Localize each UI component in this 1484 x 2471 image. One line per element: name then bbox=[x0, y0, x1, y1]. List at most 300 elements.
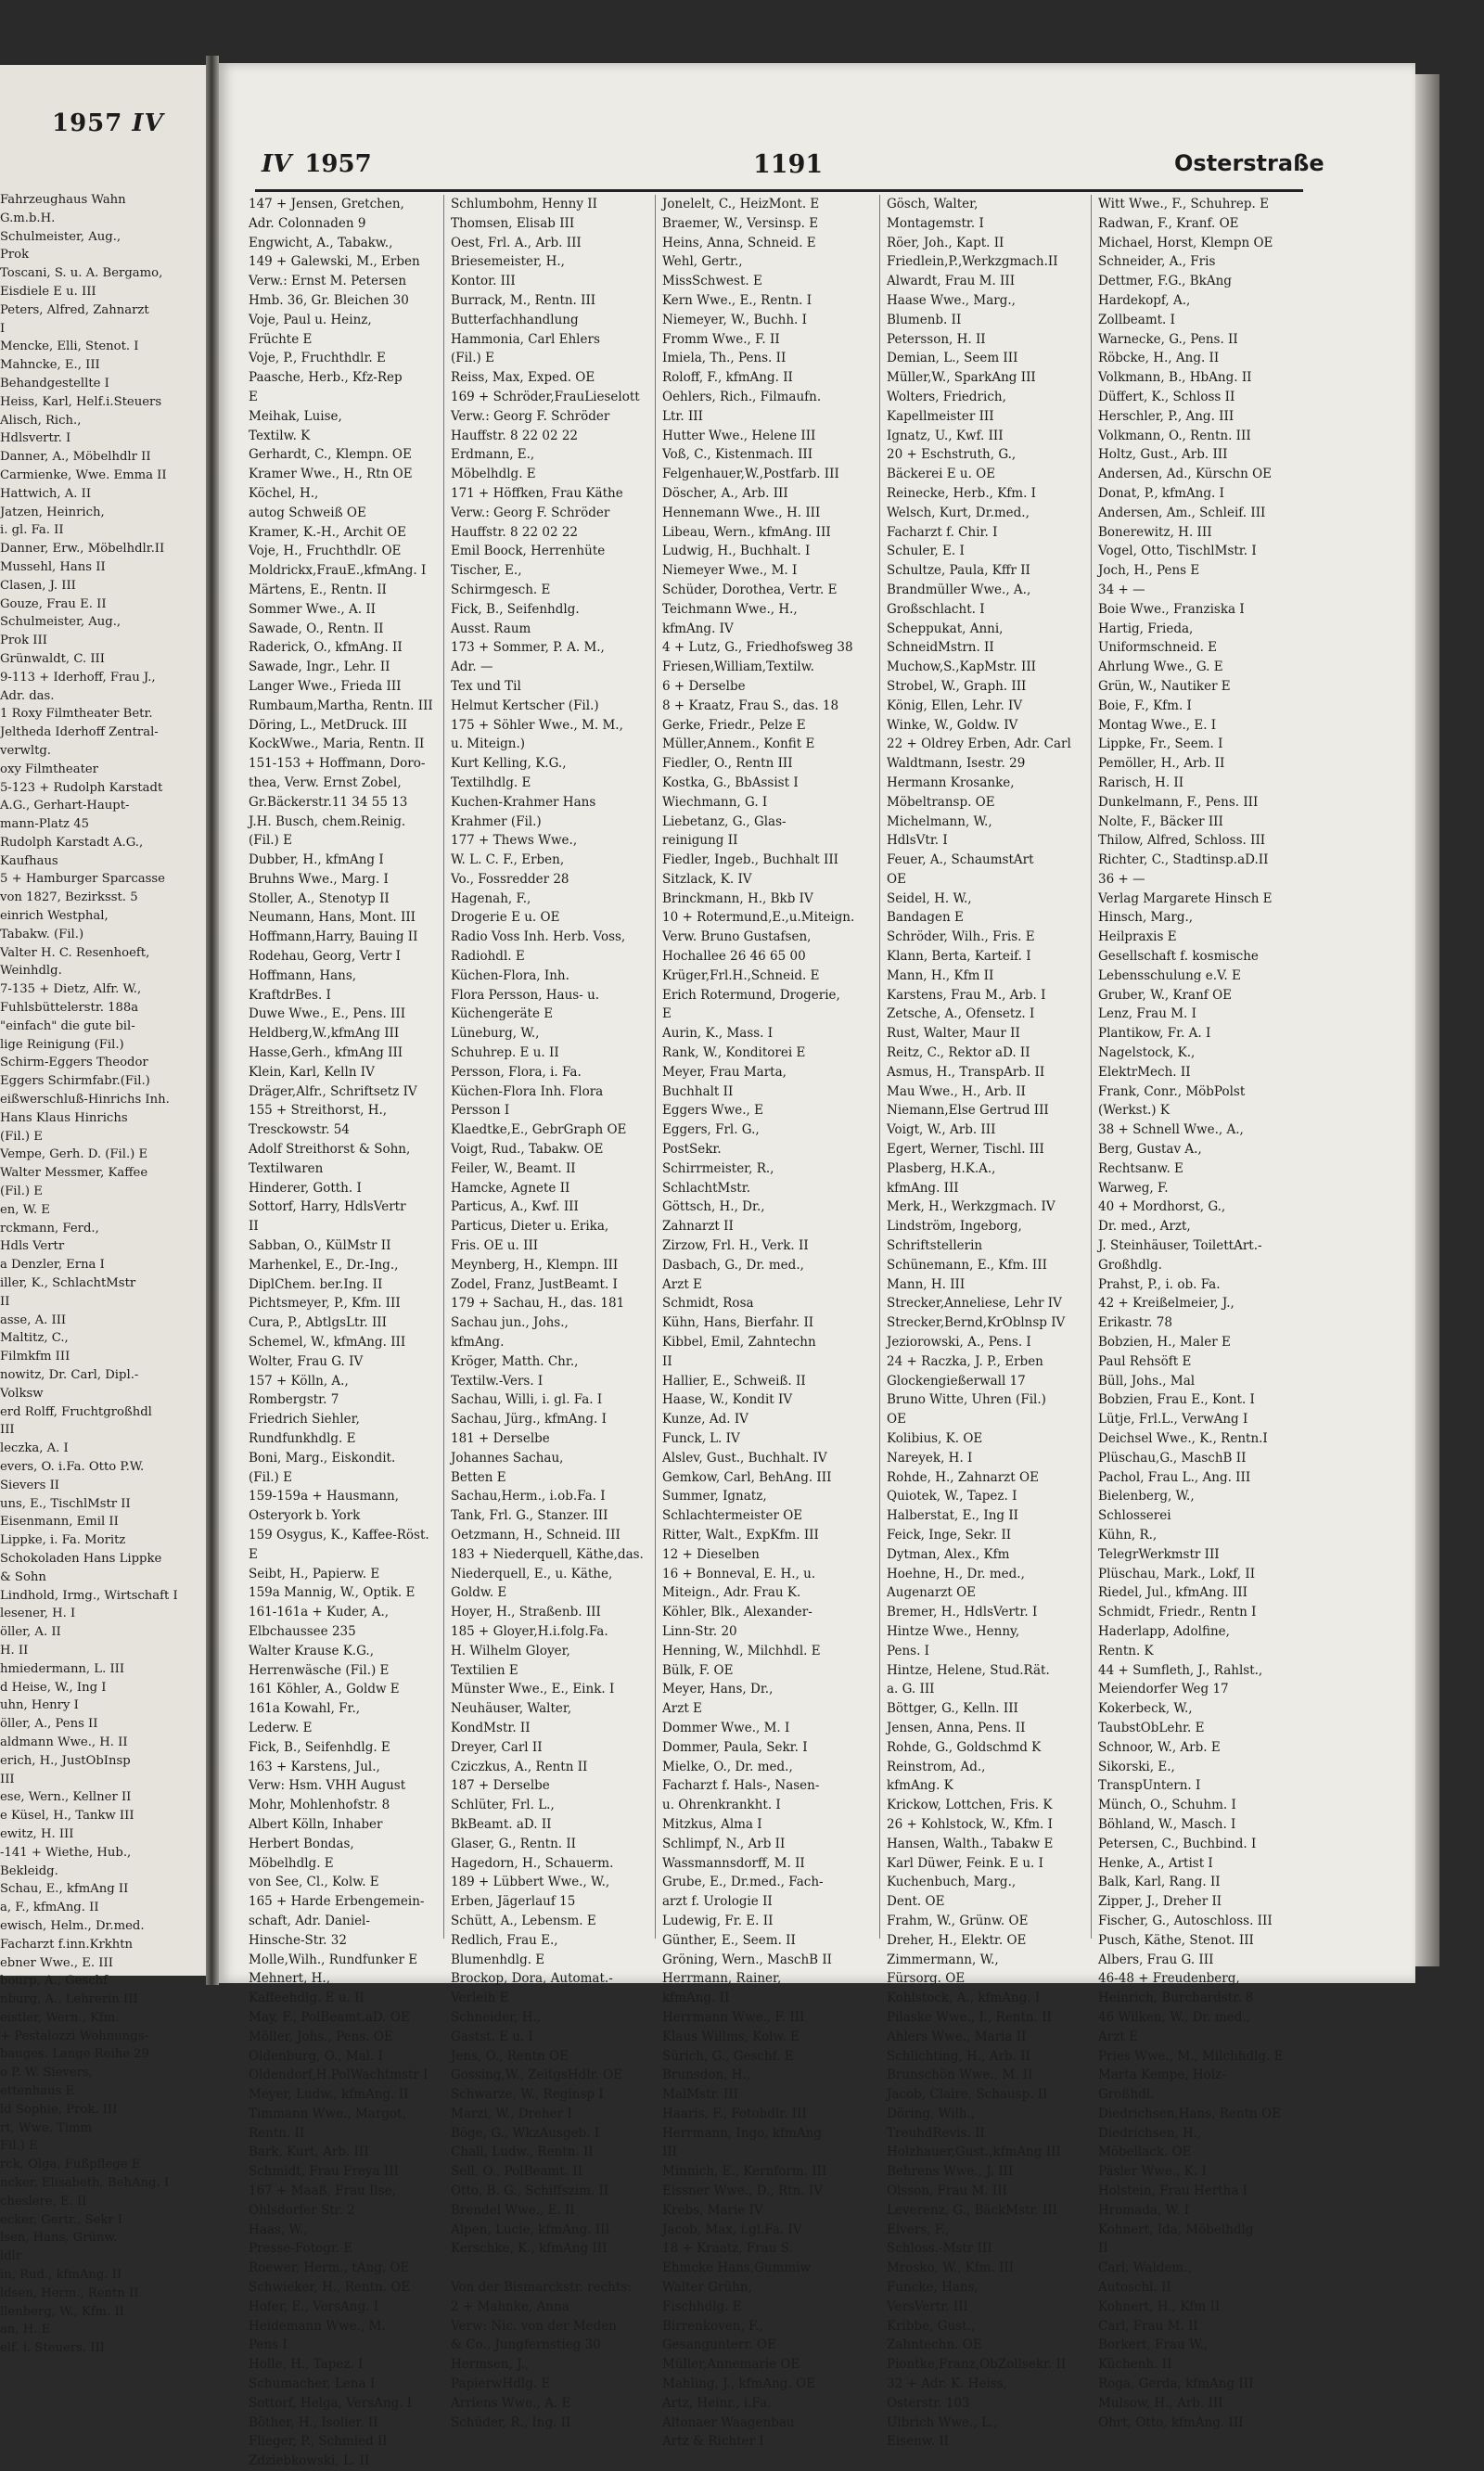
directory-entry: Karl Düwer, Feink. E u. I bbox=[887, 1855, 1043, 1871]
directory-entry: 26 + Kohlstock, W., Kfm. I bbox=[887, 1816, 1053, 1832]
directory-entry: Sikorski, E., bbox=[1098, 1759, 1175, 1774]
directory-entry: MalMstr. III bbox=[662, 2087, 738, 2103]
directory-entry: Richter, C., Stadtinsp.aD.II bbox=[1098, 852, 1269, 868]
directory-entry: Meiendorfer Weg 17 bbox=[1098, 1682, 1229, 1697]
directory-entry: Neumann, Hans, Mont. III bbox=[249, 910, 416, 926]
directory-entry: 149 + Galewski, M., Erben bbox=[249, 254, 420, 270]
directory-entry: 34 + — bbox=[1098, 582, 1145, 597]
directory-entry: 6 + Derselbe bbox=[662, 678, 746, 694]
left-listing-line: Danner, A., Möbelhdlr II bbox=[0, 450, 151, 465]
directory-entry: Gossing,W., ZeitgsHdlr. OE bbox=[451, 2068, 622, 2083]
directory-entry: Verw. Bruno Gustafsen, bbox=[662, 929, 812, 945]
directory-entry: Mohr, Mohlenhofstr. 8 bbox=[249, 1798, 390, 1813]
left-listing-line: ncker, Elisabeth, BehAng. I bbox=[0, 2176, 170, 2191]
directory-entry: 179 + Sachau, H., das. 181 bbox=[451, 1296, 625, 1312]
directory-entry: Gösch, Walter, bbox=[887, 197, 979, 211]
left-listing-line: erd Rolff, Fruchtgroßhdl bbox=[0, 1404, 152, 1419]
directory-entry: Persson I bbox=[451, 1103, 510, 1119]
directory-entry: Linn-Str. 20 bbox=[662, 1623, 737, 1639]
directory-entry: Ludewig, Fr. E. II bbox=[662, 1913, 774, 1928]
left-listing-line: Prok III bbox=[0, 634, 47, 648]
directory-entry: Röer, Joh., Kapt. II bbox=[887, 235, 1004, 250]
directory-entry: Deichsel Wwe., K., Rentn.I bbox=[1098, 1431, 1268, 1446]
directory-entry: Hmb. 36, Gr. Bleichen 30 bbox=[249, 292, 409, 308]
directory-entry: Schmidt, Frau Freya III bbox=[249, 2164, 399, 2180]
directory-entry: Seibt, H., Papierw. E bbox=[249, 1566, 380, 1581]
directory-entry: Dytman, Alex., Kfm bbox=[887, 1546, 1010, 1562]
directory-entry: Fick, B., Seifenhdlg. bbox=[451, 601, 580, 617]
directory-entry: Pemöller, H., Arb. II bbox=[1098, 756, 1225, 772]
directory-entry: Henning, W., Milchhdl. E bbox=[662, 1643, 821, 1658]
directory-entry: Briesemeister, H., bbox=[451, 254, 565, 270]
directory-entry: Helmut Kertscher (Fil.) bbox=[451, 698, 599, 713]
directory-entry: Schüder, Dorothea, Vertr. E bbox=[662, 582, 838, 597]
column-divider bbox=[1091, 195, 1092, 1939]
directory-entry: Walter Grühn, bbox=[662, 2280, 752, 2296]
directory-entry: Eggers, Frl. G., bbox=[662, 1122, 760, 1138]
directory-entry: Gr.Bäckerstr.11 34 55 13 bbox=[249, 794, 408, 810]
directory-entry: Verleih E bbox=[451, 1991, 509, 2006]
directory-entry: Drogerie E u. OE bbox=[451, 910, 560, 926]
directory-entry: Schwarze, W., Reginsp I bbox=[451, 2087, 604, 2103]
directory-entry: (Fil.) E bbox=[249, 1469, 292, 1485]
directory-entry: Betten E bbox=[451, 1469, 506, 1485]
directory-entry: & Co., Jungfernstieg 30 bbox=[451, 2337, 601, 2353]
directory-entry: Hoyer, H., Straßenb. III bbox=[451, 1605, 601, 1620]
directory-entry: Riedel, Jul., kfmAng. III bbox=[1098, 1585, 1247, 1601]
directory-entry: Herschler, P., Ang. III bbox=[1098, 408, 1235, 424]
directory-entry: 46-48 + Freudenberg, bbox=[1098, 1971, 1240, 1987]
directory-entry: Müller,W., SparkAng III bbox=[887, 370, 1036, 386]
directory-entry: Langer Wwe., Frieda III bbox=[249, 678, 402, 694]
directory-entry: Schirmgesch. E bbox=[451, 582, 551, 597]
directory-column-1 bbox=[249, 195, 460, 2471]
directory-entry: Münch, O., Schuhm. I bbox=[1098, 1798, 1236, 1813]
directory-entry: Lippke, Fr., Seem. I bbox=[1098, 736, 1223, 752]
directory-entry: Particus, Dieter u. Erika, bbox=[451, 1219, 609, 1235]
directory-entry: Felgenhauer,W.,Postfarb. III bbox=[662, 467, 839, 482]
directory-entry: May, F., PolBeamt.aD. OE bbox=[249, 2009, 410, 2025]
directory-entry: VersVertr. III bbox=[887, 2298, 968, 2314]
directory-entry: Birrenkoven, F., bbox=[662, 2318, 763, 2334]
directory-entry: Ehmcke Hans,Gummiw bbox=[662, 2260, 812, 2276]
directory-entry: Hallier, E., Schweiß. II bbox=[662, 1373, 806, 1389]
directory-entry: Prahst, P., i. ob. Fa. bbox=[1098, 1276, 1221, 1292]
directory-entry: Osteryork b. York bbox=[249, 1508, 361, 1524]
left-listing-line: Schulmeister, Aug., bbox=[0, 229, 122, 244]
directory-entry: Schirrmeister, R., bbox=[662, 1160, 774, 1176]
directory-entry: Niemeyer Wwe., M. I bbox=[662, 563, 798, 579]
directory-entry: TaubstObLehr. E bbox=[1098, 1720, 1205, 1735]
directory-entry: Jens, O., Rentn OE bbox=[451, 2048, 569, 2064]
directory-entry: Hromada, W. I bbox=[1098, 2202, 1189, 2218]
left-listing-line: erich, H., JustObInsp bbox=[0, 1753, 131, 1768]
directory-entry: Witt Wwe., F., Schuhrep. E bbox=[1098, 197, 1269, 211]
directory-entry: Tex und Til bbox=[451, 678, 521, 694]
directory-entry: Haase, W., Kondit IV bbox=[662, 1392, 793, 1408]
directory-entry: Textilw. K bbox=[249, 428, 311, 443]
directory-entry: Meyer, Hans, Dr., bbox=[662, 1682, 774, 1697]
directory-entry: Molle,Wilh., Rundfunker E bbox=[249, 1952, 418, 1967]
directory-entry: Schlachtermeister OE bbox=[662, 1508, 803, 1524]
directory-entry: Thomsen, Elisab III bbox=[451, 215, 575, 231]
directory-entry: Hinsch, Marg., bbox=[1098, 910, 1194, 926]
left-listing-line: (Fil.) E bbox=[0, 1184, 43, 1199]
directory-entry: OE bbox=[887, 871, 906, 887]
directory-entry: E bbox=[249, 1546, 258, 1562]
directory-entry: Warnecke, G., Pens. II bbox=[1098, 331, 1238, 347]
directory-entry: Volkmann, B., HbAng. II bbox=[1098, 370, 1252, 386]
directory-entry: II bbox=[249, 1219, 259, 1235]
left-listing-line: asse, A. III bbox=[0, 1312, 67, 1327]
directory-entry: Hammonia, Carl Ehlers bbox=[451, 331, 600, 347]
directory-entry: E bbox=[662, 1006, 672, 1022]
directory-entry: Frank, Conr., MöbPolst bbox=[1098, 1083, 1246, 1099]
left-listing-line: Hattwich, A. II bbox=[0, 486, 92, 501]
directory-entry: Moldrickx,FrauE.,kfmAng. I bbox=[249, 563, 427, 579]
directory-entry: Heidemann Wwe., M. bbox=[249, 2318, 386, 2334]
directory-entry: Schlimpf, N., Arb II bbox=[662, 1836, 786, 1851]
directory-entry: Holzhauer,Gust.,kfmAng III bbox=[887, 2145, 1061, 2160]
left-listing-line: e Küsel, H., Tankw III bbox=[0, 1809, 134, 1824]
directory-entry: Mann, H. III bbox=[887, 1276, 966, 1292]
directory-entry: Voß, C., Kistenmach. III bbox=[662, 447, 813, 463]
directory-entry: Neuhäuser, Walter, bbox=[451, 1701, 572, 1717]
directory-entry: Henke, A., Artist I bbox=[1098, 1855, 1213, 1871]
directory-entry: 16 + Bonneval, E. H., u. bbox=[662, 1566, 816, 1581]
directory-entry: Friedrich Siehler, bbox=[249, 1412, 360, 1428]
directory-entry: Holstein, Frau Hertha I bbox=[1098, 2183, 1248, 2199]
directory-entry: Walter Krause K.G., bbox=[249, 1643, 374, 1658]
left-listing-line: a Denzler, Erna I bbox=[0, 1258, 105, 1273]
directory-entry: Mehnert, H., bbox=[249, 1971, 331, 1987]
directory-entry: Dräger,Alfr., Schriftsetz IV bbox=[249, 1083, 417, 1099]
left-listing-line: (Fil.) E bbox=[0, 1129, 43, 1144]
directory-entry: Redlich, Frau E., bbox=[451, 1932, 558, 1948]
directory-entry: Zahnarzt II bbox=[662, 1219, 734, 1235]
directory-entry: Küchengeräte E bbox=[451, 1006, 554, 1022]
directory-entry: Andersen, Am., Schleif. III bbox=[1098, 505, 1266, 520]
directory-entry: Michelmann, W., bbox=[887, 813, 992, 829]
left-listing-line: Alisch, Rich., bbox=[0, 413, 82, 428]
left-listing-line: Tabakw. (Fil.) bbox=[0, 927, 84, 941]
left-listing-line: Schirm-Eggers Theodor bbox=[0, 1056, 148, 1070]
directory-entry: Müller,Annem., Konfit E bbox=[662, 736, 815, 752]
left-page bbox=[0, 65, 206, 2356]
directory-entry: Schriftstellerin bbox=[887, 1238, 983, 1254]
book-gutter bbox=[206, 56, 219, 1985]
directory-entry: Voigt, Rud., Tabakw. OE bbox=[451, 1142, 604, 1158]
left-listing-line: Kaufhaus bbox=[0, 853, 58, 868]
directory-entry: Sottorf, Helga, VersAng. I bbox=[249, 2395, 413, 2411]
directory-entry: Eissner Wwe., D., Rtn. IV bbox=[662, 2183, 823, 2199]
left-listing-line: "einfach" die gute bil- bbox=[0, 1018, 135, 1033]
directory-entry: Vogel, Otto, TischlMstr. I bbox=[1098, 544, 1257, 559]
directory-entry: Olsson, Frau M. III bbox=[887, 2183, 1007, 2199]
directory-entry: Märtens, E., Rentn. II bbox=[249, 582, 387, 597]
directory-entry: Adr. — bbox=[451, 659, 493, 675]
directory-entry: Bandagen E bbox=[887, 910, 964, 926]
directory-entry: Voje, H., Fruchthdlr. OE bbox=[249, 544, 402, 559]
directory-entry: Schneider, H., bbox=[451, 2009, 542, 2025]
left-listing-line: bauges. Lange Reihe 29 bbox=[0, 2047, 149, 2062]
directory-entry: Verw: Nic. von der Meden bbox=[451, 2318, 617, 2334]
directory-entry: KockWwe., Maria, Rentn. II bbox=[249, 736, 425, 752]
directory-entry: Zdziebkowski, L. II bbox=[249, 2453, 370, 2469]
directory-entry: Roewer, Herm., tAng. OE bbox=[249, 2260, 410, 2276]
directory-entry: Hermann Krosanke, bbox=[887, 775, 1015, 790]
directory-entry: Schuler, E. I bbox=[887, 544, 965, 559]
left-listing-line: Clasen, J. III bbox=[0, 578, 76, 593]
directory-entry: Eisenw. II bbox=[887, 2434, 949, 2450]
directory-entry: arzt f. Urologie II bbox=[662, 1894, 773, 1910]
directory-column-3 bbox=[662, 195, 874, 2452]
directory-entry: Alpen, Lucie, kfmAng. III bbox=[451, 2221, 610, 2237]
left-listing-line: aldmann Wwe., H. II bbox=[0, 1735, 128, 1749]
directory-entry: Bülk, F. OE bbox=[662, 1662, 734, 1678]
directory-entry: Köchel, H., bbox=[249, 485, 319, 501]
directory-entry: autog Schweiß OE bbox=[249, 505, 366, 520]
directory-entry: Heilpraxis E bbox=[1098, 929, 1177, 945]
left-listing-line: Filmkfm III bbox=[0, 1350, 70, 1364]
directory-column-4 bbox=[887, 195, 1098, 2452]
directory-entry: Schultze, Paula, Kffr II bbox=[887, 563, 1030, 579]
directory-entry: Rohde, G., Goldschmd K bbox=[887, 1739, 1042, 1755]
directory-entry: Goldw. E bbox=[451, 1585, 507, 1601]
directory-entry: Seidel, H. W., bbox=[887, 890, 972, 906]
left-listing-line: A.G., Gerhart-Haupt- bbox=[0, 799, 130, 813]
directory-entry: Arzt E bbox=[662, 1276, 702, 1292]
directory-entry: Schloss.-Mstr III bbox=[887, 2241, 992, 2257]
left-listing-line: öller, A. II bbox=[0, 1625, 61, 1640]
directory-entry: Gruber, W., Kranf OE bbox=[1098, 987, 1232, 1003]
directory-entry: Kohlstock, A., kfmAng. I bbox=[887, 1991, 1041, 2006]
directory-entry: Hansen, Walth., Tabakw E bbox=[887, 1836, 1054, 1851]
directory-entry: TranspUntern. I bbox=[1098, 1778, 1201, 1794]
directory-entry: Hintze Wwe., Henny, bbox=[887, 1623, 1020, 1639]
directory-entry: Gemkow, Carl, BehAng. III bbox=[662, 1469, 832, 1485]
directory-entry: Quiotek, W., Tapez. I bbox=[887, 1489, 1017, 1504]
directory-entry: Sottorf, Harry, HdlsVertr bbox=[249, 1199, 406, 1215]
directory-entry: Albers, Frau G. III bbox=[1098, 1952, 1214, 1967]
directory-entry: Dreyer, Carl II bbox=[451, 1739, 543, 1755]
left-listing-line: Grünwaldt, C. III bbox=[0, 651, 105, 666]
directory-entry: Stoller, A., Stenotyp II bbox=[249, 890, 390, 906]
directory-entry: Brinckmann, H., Bkb IV bbox=[662, 890, 813, 906]
directory-entry: J. Steinhäuser, ToilettArt.- bbox=[1098, 1238, 1262, 1254]
directory-entry: Kramer, K.-H., Archit OE bbox=[249, 524, 406, 540]
directory-entry: Hofer, E., VersAng. I bbox=[249, 2298, 379, 2314]
directory-entry: Vo., Fossredder 28 bbox=[451, 871, 569, 887]
directory-entry: Oetzmann, H., Schneid. III bbox=[451, 1527, 620, 1543]
directory-entry: Kuchenbuch, Marg., bbox=[887, 1875, 1017, 1890]
directory-entry: Frahm, W., Grünw. OE bbox=[887, 1913, 1029, 1928]
directory-entry: Joch, H., Pens E bbox=[1098, 563, 1200, 579]
directory-entry: Kaffeehdlg. E u. II bbox=[249, 1991, 365, 2006]
left-listing-line: Valter H. C. Resenhoeft, bbox=[0, 945, 150, 960]
directory-entry: Feick, Inge, Sekr. II bbox=[887, 1527, 1012, 1543]
directory-entry: Radwan, F., Kranf. OE bbox=[1098, 215, 1239, 231]
left-listing-line: Walter Messmer, Kaffee bbox=[0, 1166, 148, 1181]
page-number: 1191 bbox=[753, 150, 824, 179]
directory-entry: Wehl, Gertr., bbox=[662, 254, 743, 270]
directory-entry: Paul Rehsöft E bbox=[1098, 1353, 1192, 1369]
directory-entry: Roloff, F., kfmAng. II bbox=[662, 370, 793, 386]
left-listing-line: Adr. das. bbox=[0, 688, 55, 703]
directory-entry: BkBeamt. aD. II bbox=[451, 1816, 552, 1832]
left-listing-line: i. gl. Fa. II bbox=[0, 523, 64, 538]
directory-entry: Böther, H., Isolier. II bbox=[249, 2414, 378, 2430]
left-listing-line: II bbox=[0, 1294, 10, 1309]
directory-entry: Zahntechn. OE bbox=[887, 2337, 982, 2353]
directory-entry: Möbellack. OE bbox=[1098, 2145, 1192, 2160]
directory-entry: Emil Boock, Herrenhüte bbox=[451, 544, 606, 559]
left-listing-line: 5 + Hamburger Sparcasse bbox=[0, 872, 165, 887]
directory-entry: Lütje, Frl.L., VerwAng I bbox=[1098, 1412, 1248, 1428]
directory-entry: Oldendorf,H.PolWachtmstr I bbox=[249, 2068, 429, 2083]
directory-entry: Duwe Wwe., E., Pens. III bbox=[249, 1006, 406, 1022]
directory-entry: Jensen, Anna, Pens. II bbox=[887, 1720, 1026, 1735]
directory-entry: Bruhns Wwe., Marg. I bbox=[249, 871, 389, 887]
directory-entry: Rarisch, H. II bbox=[1098, 775, 1184, 790]
directory-entry: Erikastr. 78 bbox=[1098, 1315, 1172, 1331]
directory-entry: Päsler Wwe., K. I bbox=[1098, 2164, 1207, 2180]
directory-entry: Schüder, R., Ing. II bbox=[451, 2414, 571, 2430]
directory-entry: Altonaer Waagenbau bbox=[662, 2414, 795, 2430]
directory-entry: 10 + Rotermund,E.,u.Miteign. bbox=[662, 910, 855, 926]
directory-entry: Plantikow, Fr. A. I bbox=[1098, 1026, 1211, 1042]
left-listing-line: von 1827, Bezirksst. 5 bbox=[0, 890, 138, 905]
directory-entry: Münster Wwe., E., Eink. I bbox=[451, 1682, 615, 1697]
directory-column-5 bbox=[1098, 195, 1310, 2432]
left-listing-line: Lindhold, Irmg., Wirtschaft I bbox=[0, 1588, 178, 1603]
directory-entry: Küchenh. II bbox=[1098, 2357, 1172, 2373]
directory-entry: kfmAng. II bbox=[662, 1991, 730, 2006]
directory-entry: Sachau jun., Johs., bbox=[451, 1315, 569, 1331]
directory-entry: Reitz, C., Rektor aD. II bbox=[887, 1045, 1030, 1061]
directory-entry: Sawade, O., Rentn. II bbox=[249, 621, 384, 636]
directory-entry: Heinrich, Burchardstr. 8 bbox=[1098, 1991, 1254, 2006]
directory-entry: Winke, W., Goldw. IV bbox=[887, 717, 1018, 733]
directory-entry: Schwieker, H., Rentn. OE bbox=[249, 2280, 411, 2296]
directory-entry: Mielke, O., Dr. med., bbox=[662, 1759, 793, 1774]
directory-entry: reinigung II bbox=[662, 833, 738, 849]
directory-entry: Rentn. II bbox=[249, 2125, 305, 2141]
directory-entry: Schlichting, H., Arb. II bbox=[887, 2048, 1030, 2064]
directory-entry: Reinstrom, Ad., bbox=[887, 1759, 986, 1774]
directory-entry: Artz & Richter I bbox=[662, 2434, 764, 2450]
directory-entry: Mulsow, H., Arb. III bbox=[1098, 2395, 1223, 2411]
directory-entry: 161-161a + Kuder, A., bbox=[249, 1605, 390, 1620]
directory-entry: 22 + Oldrey Erben, Adr. Carl bbox=[887, 736, 1071, 752]
directory-entry: KondMstr. II bbox=[451, 1720, 531, 1735]
directory-entry: 177 + Thews Wwe., bbox=[451, 833, 578, 849]
directory-entry: II bbox=[1098, 2241, 1108, 2257]
directory-entry: Friedlein,P.,Werkzgmach.II bbox=[887, 254, 1058, 270]
directory-entry: Klaus Willms, Kolw. E bbox=[662, 2029, 800, 2044]
directory-entry: Raderick, O., kfmAng. II bbox=[249, 640, 403, 656]
directory-entry: 40 + Mordhorst, G., bbox=[1098, 1199, 1226, 1215]
header-roman: IV bbox=[262, 150, 292, 178]
directory-entry: Strecker,Anneliese, Lehr IV bbox=[887, 1296, 1062, 1312]
left-listing-line: Schokoladen Hans Lippke bbox=[0, 1551, 162, 1566]
directory-entry: Oldenburg, O., Mal. I bbox=[249, 2048, 383, 2064]
directory-entry: Verw.: Ernst M. Petersen bbox=[249, 274, 407, 289]
directory-entry: Nareyek, H. I bbox=[887, 1450, 973, 1466]
directory-entry: DiplChem. ber.Ing. II bbox=[249, 1276, 383, 1292]
directory-entry: Reinecke, Herb., Kfm. I bbox=[887, 485, 1036, 501]
directory-entry: Autoschl. II bbox=[1098, 2280, 1171, 2296]
directory-entry: 175 + Söhler Wwe., M. M., bbox=[451, 717, 623, 733]
directory-entry: Von der Bismarckstr. rechts: bbox=[451, 2280, 632, 2296]
directory-entry: Textilwaren bbox=[249, 1160, 324, 1176]
directory-entry: Zimmermann, W., bbox=[887, 1952, 999, 1967]
directory-entry: Kühn, Hans, Bierfahr. II bbox=[662, 1315, 814, 1331]
left-listing-line: ettenhaus E bbox=[0, 2084, 75, 2099]
directory-entry: Diedrichsen, H., bbox=[1098, 2125, 1202, 2141]
directory-entry: kfmAng. bbox=[451, 1335, 505, 1351]
directory-entry: KraftdrBes. I bbox=[249, 987, 331, 1003]
directory-entry: Nagelstock, K., bbox=[1098, 1045, 1196, 1061]
directory-entry: Plüschau,G., MaschB II bbox=[1098, 1450, 1247, 1466]
directory-entry: Teichmann Wwe., H., bbox=[662, 601, 798, 617]
directory-entry: Strecker,Bernd,KrOblnsp IV bbox=[887, 1315, 1066, 1331]
directory-entry: Brockop, Dora, Automat.- bbox=[451, 1971, 613, 1987]
directory-entry: Hartig, Frieda, bbox=[1098, 621, 1194, 636]
directory-entry: Heins, Anna, Schneid. E bbox=[662, 235, 816, 250]
directory-entry: 163 + Karstens, Jul., bbox=[249, 1759, 380, 1774]
directory-entry: Petersen, C., Buchbind. I bbox=[1098, 1836, 1257, 1851]
page-edge bbox=[1415, 74, 1439, 1966]
directory-entry: Krüger,Frl.H.,Schneid. E bbox=[662, 967, 820, 983]
directory-entry: 159 Osygus, K., Kaffee-Röst. bbox=[249, 1527, 429, 1543]
left-listing-line: ldsen, Herm., Rentn II bbox=[0, 2285, 139, 2300]
directory-entry: Blumenhdlg. E bbox=[451, 1952, 545, 1967]
directory-entry: Dommer, Paula, Sekr. I bbox=[662, 1739, 808, 1755]
left-listing-line: ebner Wwe., E. III bbox=[0, 1955, 113, 1970]
directory-entry: Schröder, Wilh., Fris. E bbox=[887, 929, 1035, 945]
directory-entry: 157 + Kölln, A., bbox=[249, 1373, 349, 1389]
directory-entry: Plüschau, Mark., Lokf, II bbox=[1098, 1566, 1256, 1581]
directory-entry: Sürich, G., Geschf. E bbox=[662, 2048, 794, 2064]
directory-entry: Klann, Berta, Karteif. I bbox=[887, 949, 1031, 965]
directory-entry: Hochallee 26 46 65 00 bbox=[662, 949, 806, 965]
directory-entry: Paasche, Herb., Kfz-Rep bbox=[249, 370, 403, 386]
directory-entry: HdlsVtr. I bbox=[887, 833, 948, 849]
left-listing-line: Carmienke, Wwe. Emma II bbox=[0, 467, 167, 482]
left-listing-line: ese, Wern., Kellner II bbox=[0, 1790, 132, 1805]
directory-entry: Sachau, Jürg., kfmAng. I bbox=[451, 1412, 607, 1428]
directory-entry: Thilow, Alfred, Schloss. III bbox=[1098, 833, 1266, 849]
directory-entry: Sommer Wwe., A. II bbox=[249, 601, 377, 617]
directory-entry: Haas, W., bbox=[249, 2221, 308, 2237]
directory-entry: Hermsen, J., bbox=[451, 2357, 530, 2373]
left-listing-line: Fuhlsbüttelerstr. 188a bbox=[0, 1001, 139, 1016]
left-listing-line: Gouze, Frau E. II bbox=[0, 596, 107, 611]
directory-entry: Pens. I bbox=[887, 1643, 930, 1658]
directory-entry: Niederquell, E., u. Käthe, bbox=[451, 1566, 613, 1581]
left-listing-line: Eggers Schirmfabr.(Fil.) bbox=[0, 1074, 150, 1089]
directory-entry: Klein, Karl, Kelln IV bbox=[249, 1064, 375, 1080]
directory-entry: Kröger, Matth. Chr., bbox=[451, 1353, 579, 1369]
directory-entry: 36 + — bbox=[1098, 871, 1145, 887]
directory-entry: Ltr. III bbox=[662, 408, 703, 424]
left-listing-line: Jatzen, Heinrich, bbox=[0, 505, 105, 519]
directory-entry: 42 + Kreißelmeier, J., bbox=[1098, 1296, 1235, 1312]
directory-entry: u. Ohrenkrankht. I bbox=[662, 1798, 781, 1813]
directory-entry: 187 + Derselbe bbox=[451, 1778, 550, 1794]
directory-entry: Leverenz, G., BäckMstr. III bbox=[887, 2202, 1058, 2218]
